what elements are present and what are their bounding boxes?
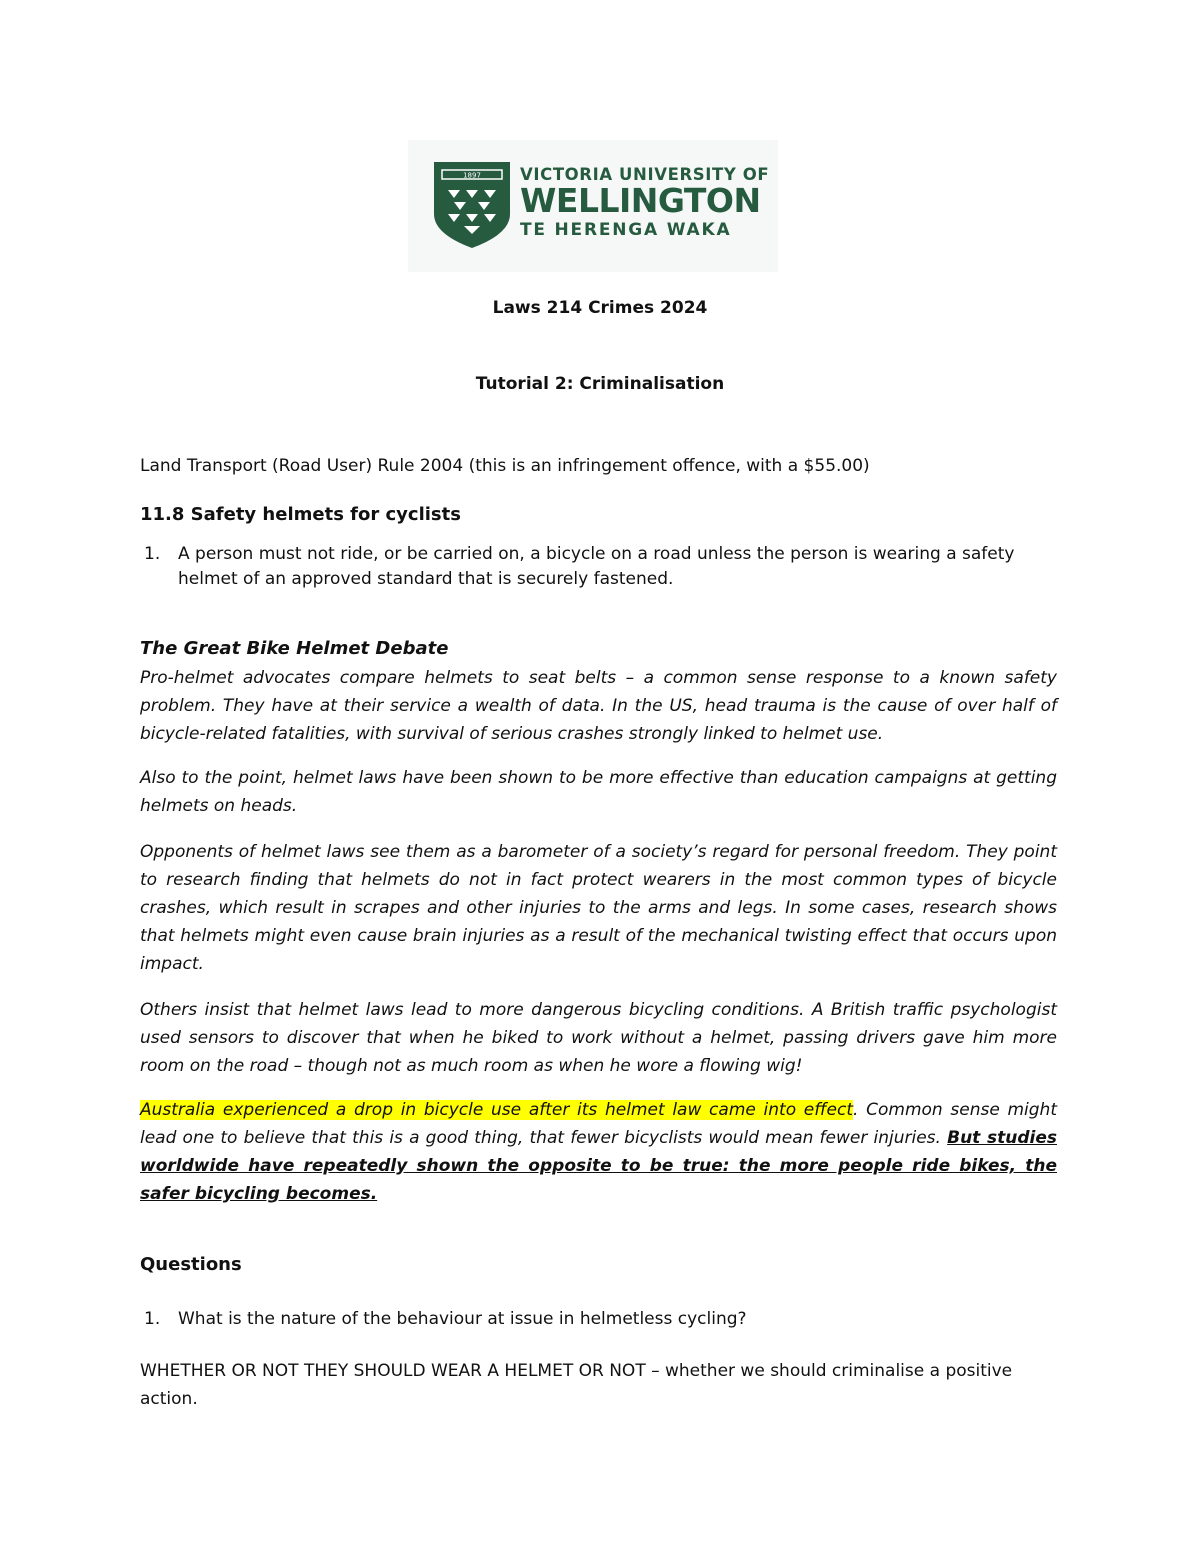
university-logo xyxy=(408,140,778,272)
logo-line-2: WELLINGTON xyxy=(520,181,761,220)
tutorial-title: Tutorial 2: Criminalisation xyxy=(475,374,725,394)
shield-icon xyxy=(434,162,510,248)
debate-paragraph-1: Pro-helmet advocates compare helmets to seat belts – a common sense response to a known safety problem. They have at their service a wealth of data. In the US, head trauma is the cause of over half of bicycle-related fatalities, with survival of serious crashes strongly linked to helmet use. xyxy=(140,668,1057,744)
rule-intro: Land Transport (Road User) Rule 2004 (this is an infringement offence, with a $55.00) xyxy=(140,456,870,476)
logo-wordmark xyxy=(520,165,769,240)
answer-text: WHETHER OR NOT THEY SHOULD WEAR A HELMET OR NOT – whether we should criminalise a positive action. xyxy=(140,1361,1013,1409)
question-text: What is the nature of the behaviour at issue in helmetless cycling? xyxy=(178,1309,747,1329)
course-title: Laws 214 Crimes 2024 xyxy=(492,298,708,318)
logo-line-3: TE HERENGA WAKA xyxy=(520,220,732,240)
underlined-conclusion: But studies worldwide have repeatedly shown the opposite to be true: the more people ride bikes, the safer bicycling becomes. xyxy=(140,1128,1057,1204)
debate-paragraph-5 xyxy=(140,1096,1057,1208)
paragraph-5-middle: . Common sense might lead one to believe that this is a good thing, that fewer bicyclists would mean fewer injuries. xyxy=(140,1100,1057,1148)
debate-paragraph-3: Opponents of helmet laws see them as a barometer of a society’s regard for personal freedom. They point to research finding that helmets do not in fact protect wearers in the most common types of bicycle crashes, which result in scrapes and other injuries to the arms and legs. In some cases, research shows that helmets might even cause brain injuries as a result of the mechanical twisting effect that occurs upon impact. xyxy=(140,842,1057,974)
highlighted-text: Australia experienced a drop in bicycle use after its helmet law came into effect xyxy=(140,1100,854,1120)
section-heading: 11.8 Safety helmets for cyclists xyxy=(140,504,461,525)
question-list-item xyxy=(144,1307,1058,1332)
rule-text: A person must not ride, or be carried on, a bicycle on a road unless the person is wearing a safety helmet of an approved standard that is securely fastened. xyxy=(178,544,1015,589)
questions-heading: Questions xyxy=(140,1254,242,1275)
list-number: 1. xyxy=(144,544,161,564)
debate-heading: The Great Bike Helmet Debate xyxy=(140,638,449,659)
debate-paragraph-2: Also to the point, helmet laws have been shown to be more effective than education campaigns at getting helmets on heads. xyxy=(140,768,1057,816)
list-number: 1. xyxy=(144,1309,161,1329)
shield-year: 1897 xyxy=(463,171,481,180)
logo-line-1: VICTORIA UNIVERSITY OF xyxy=(520,165,770,184)
rule-list-item xyxy=(144,542,1058,592)
debate-paragraph-4: Others insist that helmet laws lead to more dangerous bicycling conditions. A British traffic psychologist used sensors to discover that when he biked to work without a helmet, passing drivers gave him more room on the road – though not as much room as when he wore a flowing wig! xyxy=(140,1000,1057,1076)
